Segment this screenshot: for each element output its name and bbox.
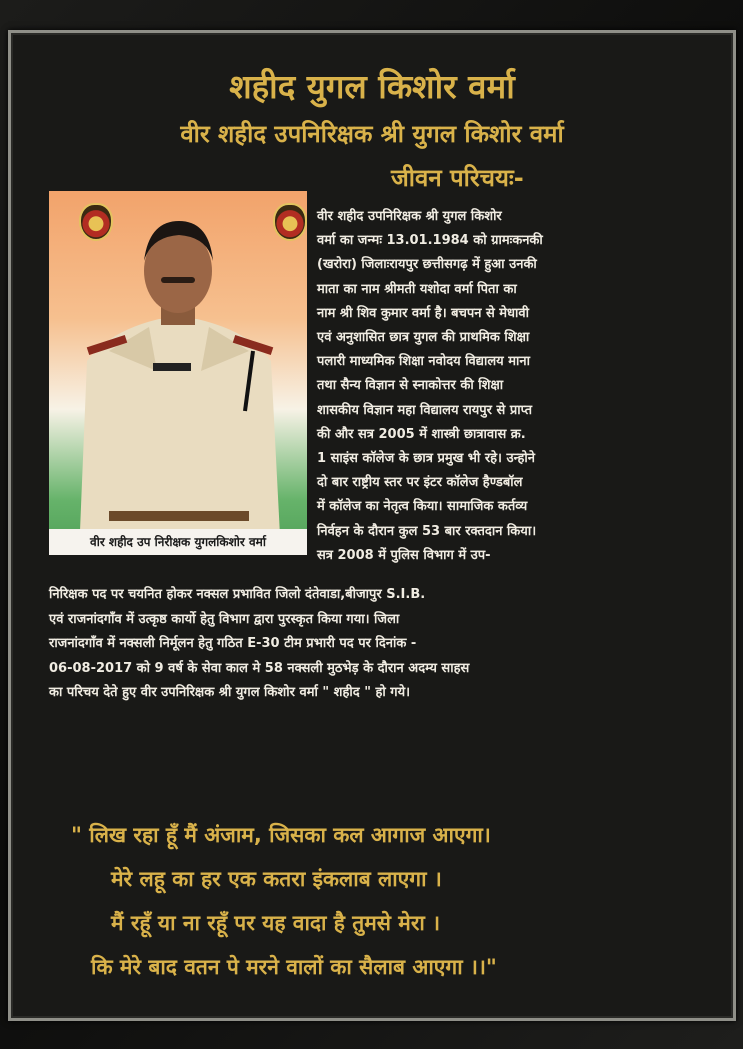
quote-line: मेरे लहू का हर एक कतरा इंकलाब लाएगा । <box>111 867 442 891</box>
officer-portrait <box>49 191 307 555</box>
bio-line: एवं राजनांदगाँव में उत्कृष्ठ कार्यो हेतु विभाग द्वारा पुरस्कृत किया गया। जिला <box>49 611 400 627</box>
section-heading: जीवन परिचयः- <box>391 164 524 192</box>
bio-line: माता का नाम श्रीमती यशोदा वर्मा पिता का <box>317 281 517 297</box>
portrait-photo <box>49 191 307 555</box>
quote-line: कि मेरे बाद वतन पे मरने वालों का सैलाब आएगा ।।" <box>91 955 497 979</box>
bio-line: वीर शहीद उपनिरिक्षक श्री युगल किशोर <box>317 209 502 224</box>
bio-line: एवं अनुशासित छात्र युगल की प्राथमिक शिक्षा <box>317 330 530 346</box>
bio-line: 1 साइंस कॉलेज के छात्र प्रमुख भी रहे। उन्होने <box>317 451 535 467</box>
bio-line: की और सत्र 2005 में शास्त्री छात्रावास क्र. <box>317 426 526 442</box>
bio-line: शासकीय विज्ञान महा विद्यालय रायपुर से प्राप्त <box>317 402 532 418</box>
bio-line: तथा सैन्य विज्ञान से स्नाकोत्तर की शिक्षा <box>317 378 504 394</box>
plaque-title: शहीद युगल किशोर वर्मा <box>229 67 515 106</box>
police-emblem-icon <box>273 203 307 241</box>
bio-line: 06-08-2017 को 9 वर्ष के सेवा काल मे 58 नक्सली मुठभेड़ के दौरान अदम्य साहस <box>49 660 470 676</box>
bio-line: राजनांदगाँव में नक्सली निर्मूलन हेतु गठित E-30 टीम प्रभारी पद पर दिनांक - <box>49 636 417 651</box>
bio-line: वर्मा का जन्मः 13.01.1984 को ग्रामःकनकी <box>317 233 543 249</box>
quote-line: " लिख रहा हूँ मैं अंजाम, जिसका कल आगाज आएगा। <box>71 823 491 847</box>
photo-caption: वीर शहीद उप निरीक्षक युगलकिशोर वर्मा <box>49 529 307 555</box>
biography-side-text <box>317 205 717 568</box>
biography-full-text <box>49 583 699 706</box>
bio-line: का परिचय देते हुए वीर उपनिरिक्षक श्री युगल किशोर वर्मा " शहीद " हो गये। <box>49 685 411 700</box>
bio-line: में कॉलेज का नेतृत्व किया। सामाजिक कर्तव्य <box>317 499 528 515</box>
bio-line: निर्वहन के दौरान कुल 53 बार रक्तदान किया। <box>317 523 537 539</box>
memorial-plaque <box>8 30 736 1021</box>
bio-line: (खरोरा) जिलाःरायपुर छत्तीसगढ़ में हुआ उनकी <box>317 257 537 273</box>
bio-line: नाम श्री शिव कुमार वर्मा है। बचपन से मेधावी <box>317 305 530 321</box>
bio-line: निरिक्षक पद पर चयनित होकर नक्सल प्रभावित जिलो दंतेवाडा,बीजापुर S.I.B. <box>49 587 426 602</box>
bio-line: पलारी माध्यमिक शिक्षा नवोदय विद्यालय माना <box>317 354 530 370</box>
police-emblem-icon <box>79 203 113 241</box>
plaque-subtitle: वीर शहीद उपनिरिक्षक श्री युगल किशोर वर्मा <box>180 120 564 148</box>
bio-line: सत्र 2008 में पुलिस विभाग में उप- <box>317 547 491 563</box>
poem-quote <box>71 813 691 989</box>
bio-line: दो बार राष्ट्रीय स्तर पर इंटर कॉलेज हैण्डबॉल <box>317 475 523 491</box>
quote-line: मैं रहूँ या ना रहूँ पर यह वादा है तुमसे मेरा । <box>111 911 441 935</box>
